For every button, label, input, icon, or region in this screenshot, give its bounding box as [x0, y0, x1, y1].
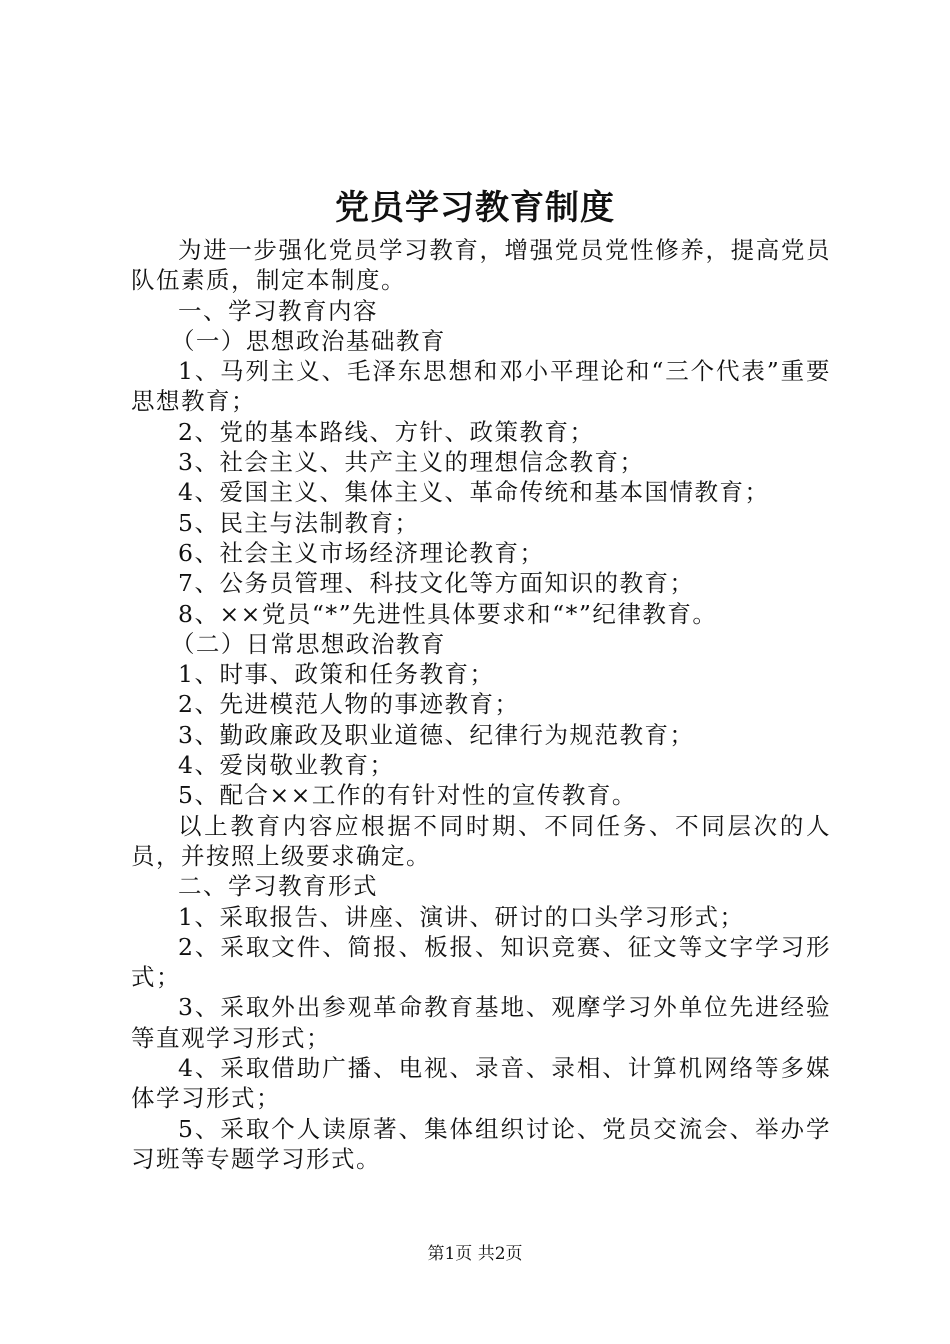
list-item: 5、民主与法制教育； [178, 508, 420, 537]
list-item: 1、采取报告、讲座、演讲、研讨的口头学习形式； [178, 902, 745, 931]
section-heading: 一、学习教育内容 [178, 296, 378, 325]
list-item: 8、××党员“*”先进性具体要求和“*”纪律教育。 [178, 599, 718, 628]
list-item: 4、采取借助广播、电视、录音、录相、计算机网络等多媒体学习形式； [131, 1054, 831, 1113]
list-item: 4、爱国主义、集体主义、革命传统和基本国情教育； [178, 478, 770, 507]
list-item: 3、社会主义、共产主义的理想信念教育； [178, 448, 645, 477]
list-item: 3、采取外出参观革命教育基地、观摩学习外单位先进经验等直观学习形式； [131, 993, 831, 1052]
document-title: 党员学习教育制度 [335, 188, 615, 228]
list-item: 4、爱岗敬业教育； [178, 751, 395, 780]
list-item: 3、勤政廉政及职业道德、纪律行为规范教育； [178, 720, 695, 749]
list-item: 5、配合××工作的有针对性的宣传教育。 [178, 781, 637, 810]
list-item: 6、社会主义市场经济理论教育； [178, 538, 545, 567]
list-item: 2、采取文件、简报、板报、知识竞赛、征文等文字学习形式； [131, 932, 831, 992]
list-item: 7、公务员管理、科技文化等方面知识的教育； [178, 569, 695, 598]
intro-paragraph: 为进一步强化党员学习教育，增强党员党性修养，提高党员队伍素质，制定本制度。 [131, 236, 831, 295]
document-body [131, 235, 831, 1174]
summary-paragraph: 以上教育内容应根据不同时期、不同任务、不同层次的人员，并按照上级要求确定。 [131, 811, 831, 870]
list-item: 5、采取个人读原著、集体组织讨论、党员交流会、举办学习班等专题学习形式。 [131, 1114, 831, 1173]
page-number-footer: 第1页 共2页 [427, 1244, 523, 1264]
section-heading: 二、学习教育形式 [178, 872, 378, 901]
list-item: 2、先进模范人物的事迹教育； [178, 690, 520, 719]
list-item: 1、马列主义、毛泽东思想和邓小平理论和“三个代表”重要思想教育； [131, 357, 831, 416]
list-item: 2、党的基本路线、方针、政策教育； [178, 417, 595, 446]
subsection-heading: （一）思想政治基础教育 [170, 326, 446, 355]
list-item: 1、时事、政策和任务教育； [178, 660, 495, 689]
subsection-heading: （二）日常思想政治教育 [170, 629, 446, 658]
